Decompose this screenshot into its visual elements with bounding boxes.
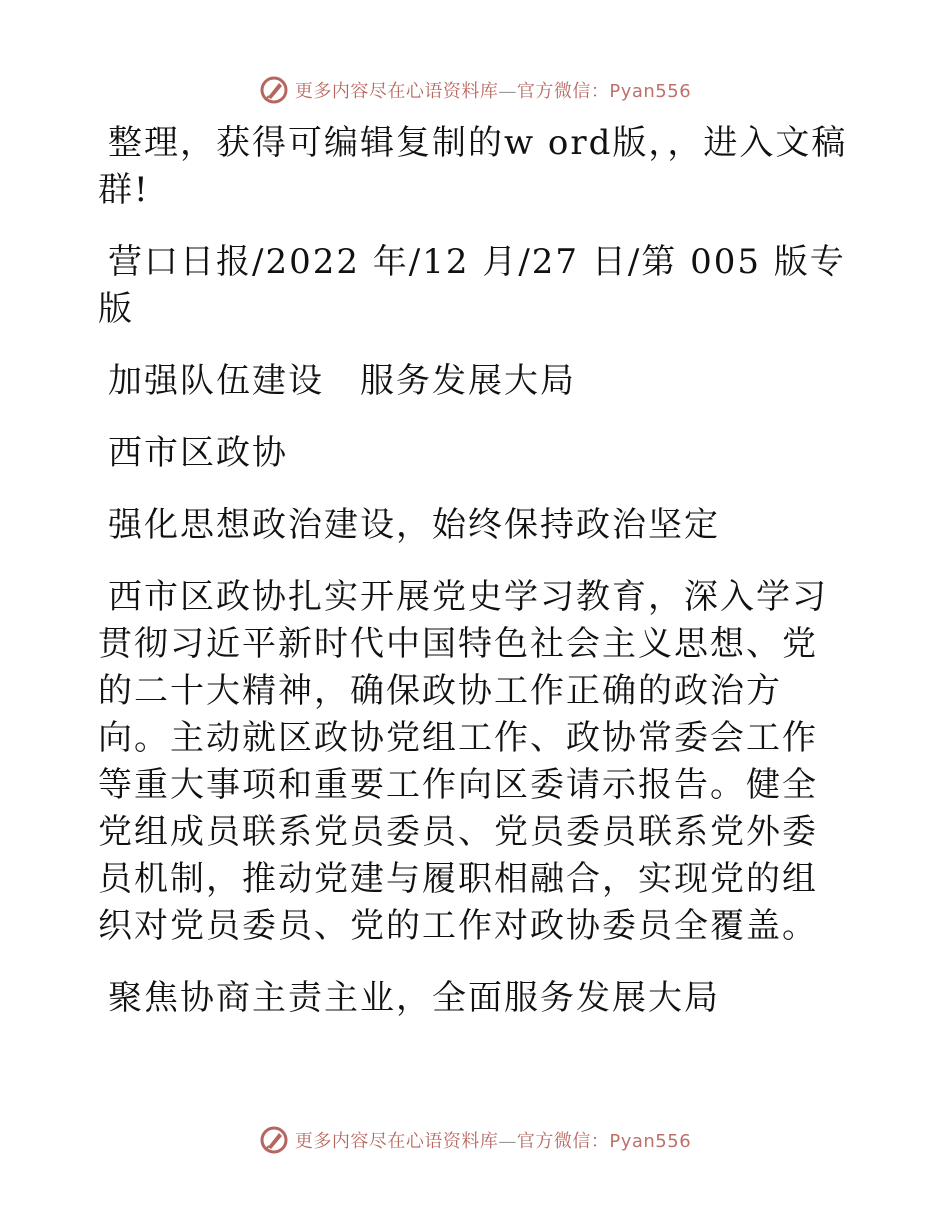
header-watermark (0, 70, 950, 110)
watermark-id: Pyan556 (609, 1131, 692, 1152)
section-heading-1: 强化思想政治建设，始终保持政治坚定 (108, 505, 720, 545)
paragraph-source: 营口日报/2022 年/12 月/27 日/第 005 版专版 (98, 242, 846, 329)
watermark-text (295, 77, 691, 103)
watermark-text (295, 1127, 691, 1153)
footer-watermark (0, 1120, 950, 1160)
watermark-label: 官方微信： (516, 81, 610, 102)
quill-logo-icon (259, 1125, 289, 1155)
document-body (98, 120, 850, 1022)
article-title: 加强队伍建设 服务发展大局 (108, 361, 576, 401)
watermark-dash: — (498, 81, 517, 102)
paragraph-body-1: 西市区政协扎实开展党史学习教育，深入学习贯彻习近平新时代中国特色社会主义思想、党的二十大精神，确保政协工作正确的政治方向。主动就区政协党组工作、政协常委会工作等重大事项和重要工作向区委请示报告。健全党组成员联系党员委员、党员委员联系党外委员机制，推动党建与履职相融合，实现党的组织对党员委员、党的工作对政协委员全覆盖。 (98, 577, 828, 946)
quill-logo-icon (259, 75, 289, 105)
watermark-label: 官方微信： (516, 1131, 610, 1152)
watermark-dash: — (498, 1131, 517, 1152)
watermark-main: 更多内容尽在心语资料库 (294, 81, 499, 102)
section-heading-2: 聚焦协商主责主业，全面服务发展大局 (108, 978, 720, 1018)
watermark-main: 更多内容尽在心语资料库 (294, 1131, 499, 1152)
watermark-id: Pyan556 (609, 81, 692, 102)
article-author: 西市区政协 (108, 433, 288, 473)
paragraph-intro: 整理，获得可编辑复制的w ord版，，进入文稿群! (98, 123, 848, 210)
